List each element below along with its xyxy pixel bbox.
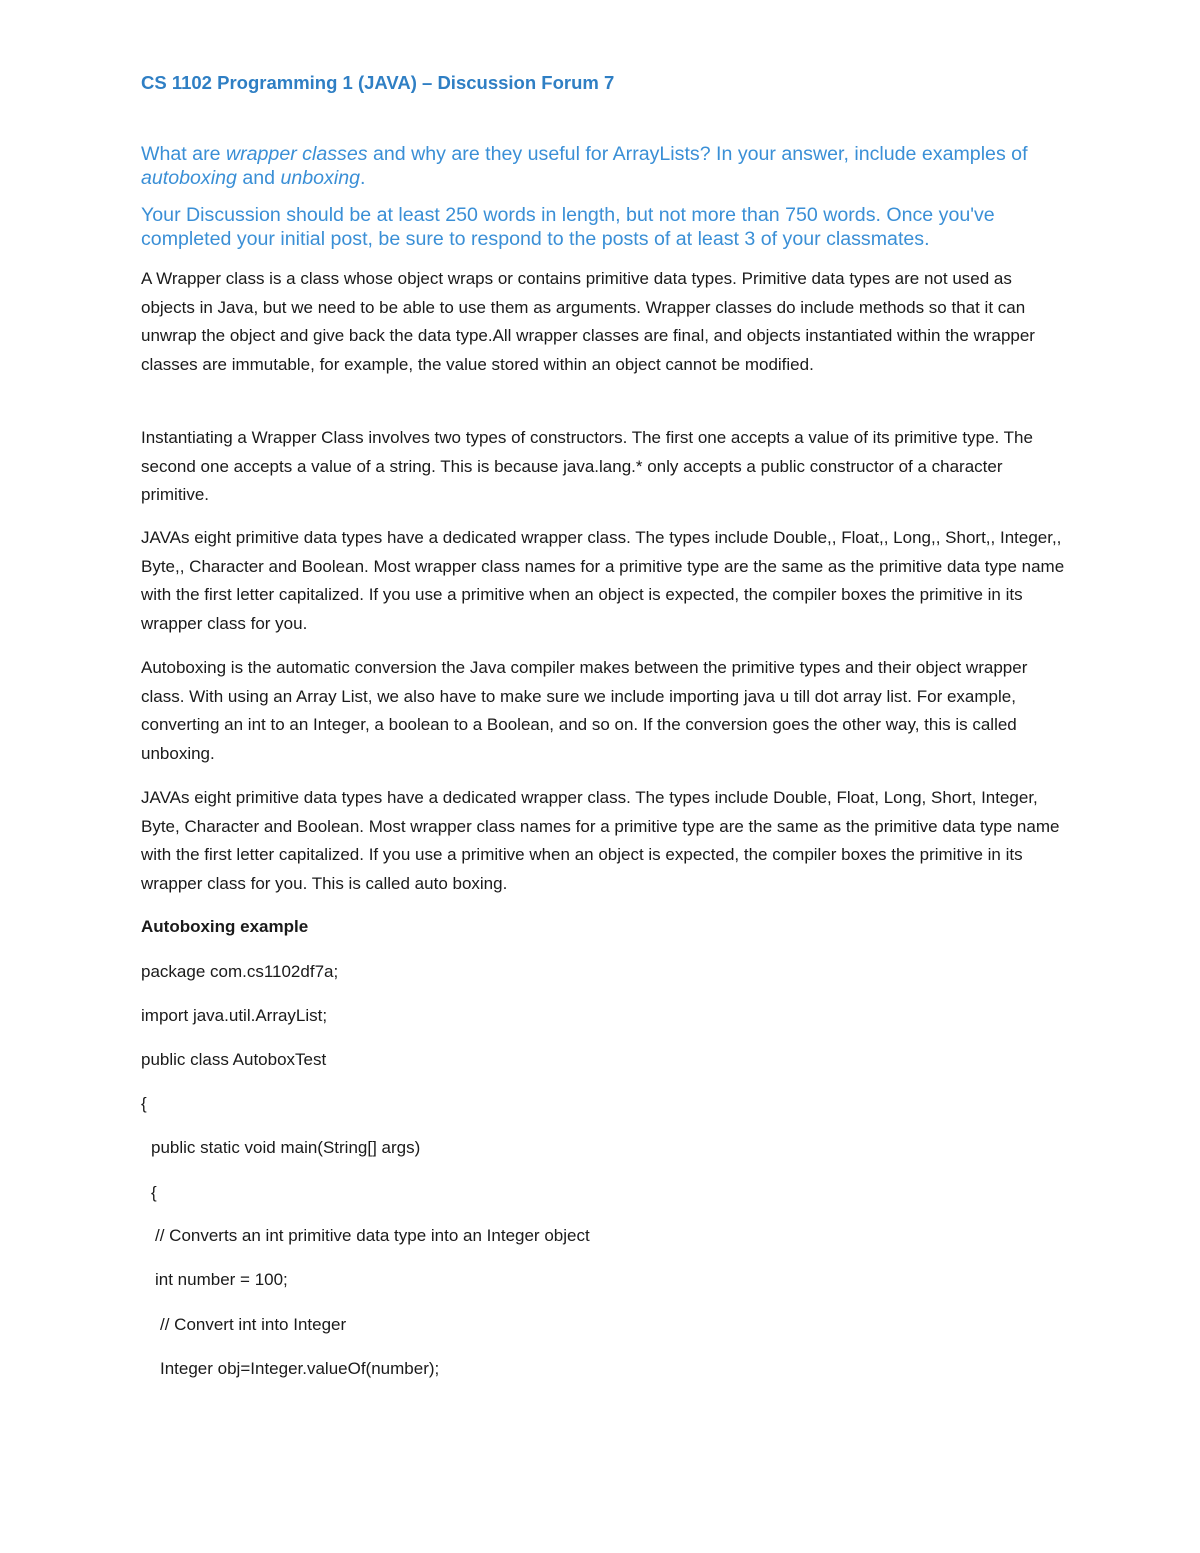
code-line: int number = 100; bbox=[155, 1270, 288, 1289]
code-line: // Convert int into Integer bbox=[160, 1315, 347, 1334]
code-line: public static void main(String[] args) bbox=[151, 1138, 421, 1157]
paragraph-instantiating: Instantiating a Wrapper Class involves two types of constructors. The first one accepts a value of its primitive type. The second one accepts a value of a string. This is because java.lang.* only accepts a public constructor of a character primitive. bbox=[141, 428, 1033, 505]
paragraph-primitive-types: JAVAs eight primitive data types have a dedicated wrapper class. The types include Double,, Float,, Long,, Short,, Integer,, Byte,, Character and Boolean. Most wrapper class names for a primitive type are the same as the primitive data type name with the first letter capitalized. If you use a primitive when an object is expected, the compiler boxes the primitive in its wrapper class for you. bbox=[141, 528, 1065, 633]
paragraph-auto-boxing-summary: JAVAs eight primitive data types have a dedicated wrapper class. The types include Double, Float, Long, Short, Integer, Byte, Character and Boolean. Most wrapper class names for a primitive type are the same as the primitive data type name with the first letter capitalized. If you use a primitive when an object is expected, the compiler boxes the primitive in its wrapper class for you. This is called auto boxing. bbox=[141, 788, 1060, 893]
question-text: and why are they useful for ArrayLists? In your answer, include examples of bbox=[367, 143, 1028, 165]
code-line: { bbox=[141, 1094, 147, 1113]
code-line: { bbox=[151, 1183, 157, 1202]
code-line: // Converts an int primitive data type into an Integer object bbox=[155, 1226, 590, 1245]
code-line: package com.cs1102df7a; bbox=[141, 962, 339, 981]
code-line: Integer obj=Integer.valueOf(number); bbox=[160, 1359, 440, 1378]
question-emphasis: wrapper classes bbox=[225, 143, 368, 165]
paragraph-autoboxing: Autoboxing is the automatic conversion the Java compiler makes between the primitive types and their object wrapper class. With using an Array List, we also have to make sure we include importing java u till dot array list. For example, converting an int to an Integer, a boolean to a Boolean, and so on. If the conversion goes the other way, this is called unboxing. bbox=[141, 658, 1028, 763]
question-text: and bbox=[236, 167, 281, 189]
code-line: public class AutoboxTest bbox=[141, 1050, 327, 1069]
question-text: What are bbox=[141, 143, 226, 165]
paragraph-wrapper-definition: A Wrapper class is a class whose object wraps or contains primitive data types. Primitive data types are not used as objects in Java, but we need to be able to use them as arguments. Wrapper classes do include methods so that it can unwrap the object and give back the data type.All wrapper classes are final, and objects instantiated within the wrapper classes are immutable, for example, the value stored within an object cannot be modified. bbox=[141, 269, 1035, 374]
question-emphasis: autoboxing bbox=[141, 167, 237, 189]
question-text: . bbox=[360, 167, 366, 189]
question-emphasis: unboxing bbox=[280, 167, 361, 189]
discussion-question bbox=[141, 142, 1071, 190]
code-line: import java.util.ArrayList; bbox=[141, 1006, 328, 1025]
page-title: CS 1102 Programming 1 (JAVA) – Discussion Forum 7 bbox=[141, 72, 615, 93]
example-heading: Autoboxing example bbox=[141, 917, 309, 936]
discussion-requirements: Your Discussion should be at least 250 words in length, but not more than 750 words. Once you've completed your initial post, be sure to respond to the posts of at least 3 of your classmates. bbox=[141, 204, 995, 250]
